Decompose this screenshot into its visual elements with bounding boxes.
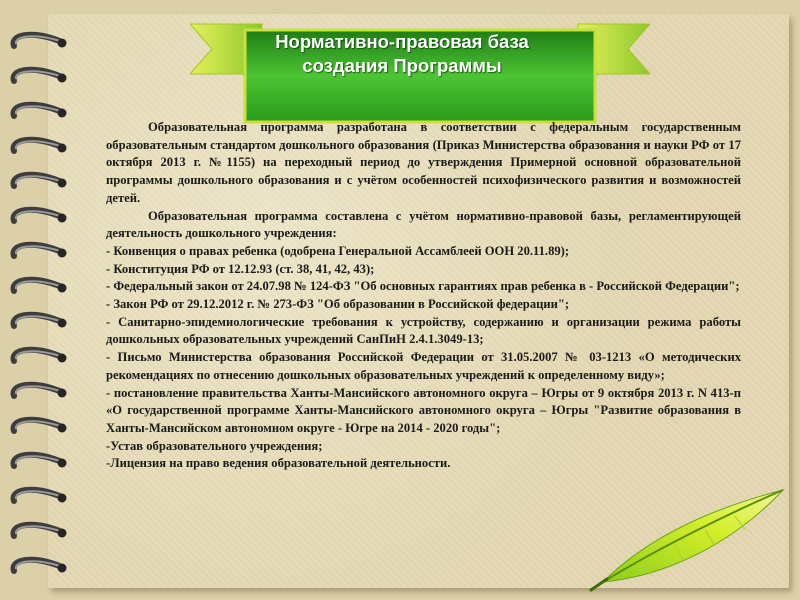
ring-icon [8,483,70,513]
ring-icon [8,98,70,128]
list-item: - Конвенция о правах ребенка (одобрена Генеральной Ассамблеей ООН 20.11.89); [106,243,570,258]
list-item: - постановление правительства Ханты-Мансийского автономного округа – Югры от 9 октября 2013 г. N 413-п «О государственной программе Ханты-Мансийского автономного округа – Югры "Развитие образования в Ханты-Мансийском автономном округе - Югре на 2014 - 2020 годы"; [106,385,741,435]
banner-title-line1: Нормативно-правовая база [275,31,529,52]
paragraph-intro: Образовательная программа разработана в соответствии с федеральным государственным образовательным стандартом дошкольного образования (Приказ Министерства образования и науки РФ от 17 октября 2013 г. №1155) на переходный период до утверждения Примерной основной образовательной программы дошкольного образования и с учётом особенностей психофизического развития и возможностей детей. [106,120,741,205]
paragraph-basis: Образовательная программа составлена с учётом нормативно-правовой базы, регламентирующей деятельность дошкольного учреждения: [106,208,741,241]
list-item: -Устав образовательного учреждения; [106,438,323,453]
spiral-binding-icon [0,0,70,600]
ring-icon [8,378,70,408]
quill-feather-icon [585,480,795,595]
content-body [106,119,741,473]
ring-icon [8,553,70,583]
ring-icon [8,168,70,198]
ring-icon [8,238,70,268]
banner-title [252,30,552,78]
ring-icon [8,273,70,303]
ring-icon [8,413,70,443]
ring-icon [8,518,70,548]
list-item: - Конституция РФ от 12.12.93 (ст. 38, 41, 42, 43); [106,261,375,276]
ring-icon [8,133,70,163]
ring-icon [8,203,70,233]
ring-icon [8,63,70,93]
list-item: - Закон РФ от 29.12.2012 г. № 273-ФЗ "Об образовании в Российской федерации"; [106,297,570,312]
list-item: - Санитарно-эпидемиологические требования к устройству, содержанию и организации режима работы дошкольных образовательных учреждений СанПиН 2.4.1.3049-13; [106,314,741,347]
list-item: - Федеральный закон от 24.07.98 № 124-ФЗ "Об основных гарантиях прав ребенка в - Российской Федерации"; [106,279,740,294]
ring-icon [8,28,70,58]
list-item: - Письмо Министерства образования Российской Федерации от 31.05.2007 № 03-1213 «О методических рекомендациях по отнесению дошкольных образовательных учреждений к определенному виду»; [106,350,741,382]
ring-icon [8,308,70,338]
list-item: -Лицензия на право ведения образовательной деятельности. [106,456,451,471]
ring-icon [8,448,70,478]
ring-icon [8,343,70,373]
banner-title-line2: создания Программы [302,55,502,76]
